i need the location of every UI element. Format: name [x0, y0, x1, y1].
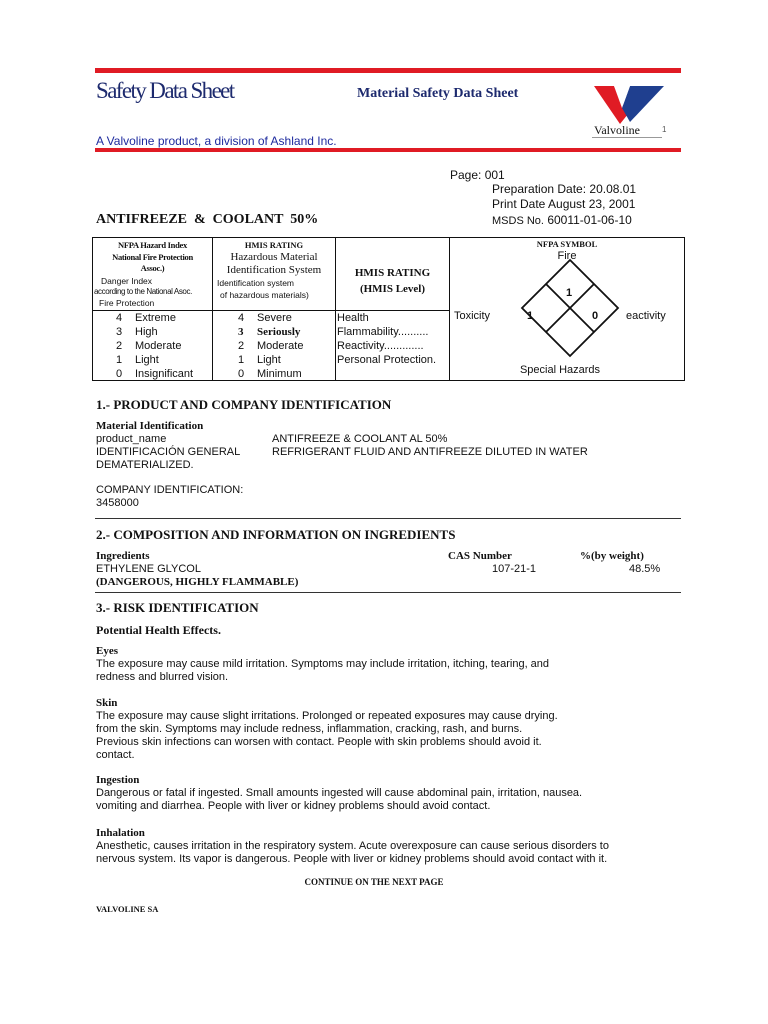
preparation-date: Preparation Date: 20.08.01	[492, 182, 637, 196]
inhalation-line: Anesthetic, causes irritation in the respiratory system. Acute overexposure can cause serious disorders to	[96, 840, 609, 852]
section1-title: 1.- PRODUCT AND COMPANY IDENTIFICATION	[96, 397, 392, 412]
eyes-text	[96, 658, 616, 684]
skin-line: The exposure may cause slight irritations. Prolonged or repeated exposures may cause drying.	[96, 710, 558, 722]
product-name-value: ANTIFREEZE & COOLANT AL 50%	[272, 433, 448, 445]
ingredient-note: (DANGEROUS, HIGHLY FLAMMABLE)	[96, 576, 299, 588]
ingestion-line: vomiting and diarrhea. People with liver or kidney problems should avoid contact.	[96, 800, 491, 812]
section2-divider	[95, 592, 681, 593]
inhalation-heading: Inhalation	[96, 827, 145, 839]
inhalation-text	[96, 840, 656, 866]
health-effects-subtitle: Potential Health Effects.	[96, 623, 221, 637]
print-date: Print Date August 23, 2001	[492, 197, 636, 211]
skin-line: Previous skin infections can worsen with contact. People with skin problems should avoid it.	[96, 736, 542, 748]
eyes-line: The exposure may cause mild irritation. Symptoms may include irritation, itching, tearing, and	[96, 658, 550, 670]
skin-heading: Skin	[96, 697, 118, 709]
msds-label: MSDS No.	[492, 215, 544, 227]
section3-title: 3.- RISK IDENTIFICATION	[96, 600, 259, 615]
fire-label: Fire	[557, 250, 577, 262]
skin-line: from the skin. Symptoms may include redness, inflammation, cracking, rash, and burns.	[96, 723, 523, 735]
header-bottom-rule	[95, 148, 681, 152]
product-title: ANTIFREEZE & COOLANT 50%	[96, 212, 319, 227]
general-id-label: IDENTIFICACIÓN GENERAL	[96, 446, 241, 458]
ingredient-weight: 48.5%	[629, 563, 661, 575]
hmis-rating-cell: HMIS RATING Hazardous Material Identification System Identification system of hazardous materials) 4 Severe 3 Seriously 2 Moderate 1 Light 0 Minimum	[213, 238, 336, 381]
col-weight: %(by weight)	[580, 550, 644, 562]
footer-company: VALVOLINE SA	[96, 904, 159, 914]
col-cas-number: CAS Number	[448, 550, 512, 562]
nfpa-symbol-cell	[450, 238, 685, 381]
nfpa-sub-1: Danger Index	[101, 276, 153, 286]
company-id-label: COMPANY IDENTIFICATION:	[96, 484, 244, 496]
general-id-value: REFRIGERANT FLUID AND ANTIFREEZE DILUTED IN WATER	[272, 446, 588, 458]
eyes-heading: Eyes	[96, 645, 118, 657]
inhalation-line: nervous system. Its vapor is dangerous. People with liver or kidney problems should avoid contact with it.	[96, 853, 608, 865]
hazard-rating-table	[92, 237, 685, 381]
ingredient-cas: 107-21-1	[492, 563, 537, 575]
doc-title: Material Safety Data Sheet	[357, 86, 519, 101]
header-top-rule	[95, 68, 681, 73]
hmis-level-head-1: HMIS RATING	[354, 267, 431, 279]
hmis-sub-1: Identification system	[217, 278, 295, 288]
continue-next-page: CONTINUE ON THE NEXT PAGE	[304, 877, 444, 887]
eyes-line: redness and blurred vision.	[96, 671, 229, 683]
msds-value: 60011-01-06-10	[547, 213, 632, 227]
msds-number	[492, 213, 632, 227]
nfpa-head-1: NFPA Hazard Index	[118, 240, 187, 250]
special-hazards-label: Special Hazards	[519, 364, 601, 376]
dematerialized-text: DEMATERIALIZED.	[96, 459, 194, 471]
ingestion-heading: Ingestion	[96, 774, 140, 786]
brand-title: Safety Data Sheet	[96, 78, 234, 103]
nfpa-index-cell: NFPA Hazard Index National Fire Protection Assoc.) Danger Index according to the National Asoc. Fire Protection 4 Extreme 3 High 2 Moderate 1 Light 0 Insignificant	[93, 238, 213, 381]
logo-mark: 1	[662, 125, 667, 134]
hmis-cat-reactivity: Reactivity.............	[337, 340, 424, 352]
section2-title: 2.- COMPOSITION AND INFORMATION ON INGREDIENTS	[96, 527, 456, 542]
section1-divider	[95, 518, 681, 519]
nfpa-health-value: 1	[527, 310, 534, 322]
hmis-head-2: Hazardous Material	[230, 251, 318, 263]
ingestion-line: Dangerous or fatal if ingested. Small amounts ingested will cause abdominal pain, irritation, nausea.	[96, 787, 583, 799]
company-id-value: 3458000	[96, 497, 139, 509]
toxicity-label: Toxicity	[454, 310, 491, 322]
nfpa-reactivity-value: 0	[592, 310, 599, 322]
logo-wordmark: Valvoline	[594, 123, 640, 137]
hmis-head-1: HMIS RATING	[244, 240, 304, 250]
hmis-head-3: Identification System	[226, 264, 322, 276]
col-ingredients: Ingredients	[96, 550, 150, 562]
skin-line: contact.	[96, 749, 135, 761]
nfpa-head-3: Assoc.)	[140, 263, 165, 273]
hmis-cat-flammability: Flammability..........	[337, 326, 429, 338]
skin-text	[96, 710, 616, 762]
page-number: Page: 001	[450, 168, 505, 182]
tagline: A Valvoline product, a division of Ashland Inc.	[96, 134, 337, 148]
nfpa-diamond-icon	[450, 238, 684, 380]
hmis-sub-2: of hazardous materials)	[220, 290, 309, 300]
ingredient-name: ETHYLENE GLYCOL	[96, 563, 201, 575]
valvoline-logo	[592, 84, 672, 140]
hmis-cat-health: Health	[337, 312, 369, 324]
logo-underline	[592, 137, 662, 138]
hmis-cat-protection: Personal Protection.	[337, 354, 437, 366]
hmis-level-cell	[336, 238, 450, 381]
hmis-level-head-2: (HMIS Level)	[359, 283, 426, 295]
ingestion-text	[96, 787, 616, 813]
nfpa-head-2: National Fire Protection	[112, 252, 193, 262]
product-name-label: product_name	[96, 433, 167, 445]
reactivity-label: eactivity	[626, 310, 666, 322]
nfpa-symbol-title: NFPA SYMBOL	[536, 239, 598, 249]
nfpa-fire-value: 1	[566, 287, 573, 299]
nfpa-sub-2: according to the National Asoc.	[94, 287, 192, 296]
valvoline-v-icon	[594, 84, 668, 124]
nfpa-sub-3: Fire Protection	[99, 298, 155, 308]
material-identification-label: Material Identification	[96, 420, 204, 432]
